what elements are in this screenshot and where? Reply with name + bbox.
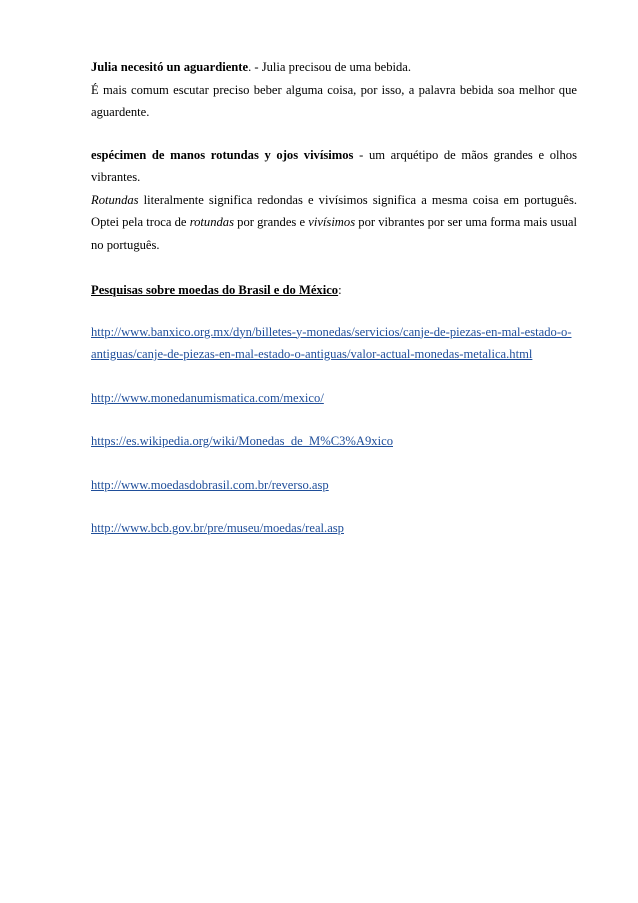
term-vivisimos: vivísimos bbox=[308, 215, 356, 229]
link-moedasdobrasil[interactable]: http://www.moedasdobrasil.com.br/reverso.asp bbox=[91, 477, 329, 492]
translation-note-1 bbox=[91, 56, 577, 79]
link-monedanumismatica[interactable]: http://www.monedanumismatica.com/mexico/ bbox=[91, 390, 324, 405]
spanish-phrase-2: espécimen de manos rotundas y ojos vivísimos bbox=[91, 147, 354, 162]
term-rotundas: Rotundas bbox=[91, 192, 139, 207]
explanation-2-text-1: literalmente significa redondas e vivísimos significa a mesma coisa em português. Optei pela troca de bbox=[91, 192, 577, 229]
research-heading bbox=[91, 279, 577, 302]
explanation-2 bbox=[91, 189, 577, 257]
translation-2: - um arquétipo de mãos grandes e olhos vibrantes. bbox=[91, 147, 577, 184]
research-heading-text: Pesquisas sobre moedas do Brasil e do México bbox=[91, 283, 339, 297]
term-rotundas-2: rotundas bbox=[189, 215, 235, 229]
link-wikipedia[interactable]: https://es.wikipedia.org/wiki/Monedas_de_M%C3%A9xico bbox=[91, 434, 393, 448]
research-heading-colon: : bbox=[338, 283, 342, 297]
translation-note-2 bbox=[91, 144, 577, 189]
explanation-1: É mais comum escutar preciso beber alguma coisa, por isso, a palavra bebida soa melhor que aguardente. bbox=[91, 82, 577, 119]
explanation-2-text-2: por grandes e bbox=[234, 215, 309, 229]
link-banxico[interactable]: http://www.banxico.org.mx/dyn/billetes-y-monedas/servicios/canje-de-piezas-en-mal-estado-o-antiguas/canje-de-piezas-en-mal-estado-o-antiguas/valor-actual-monedas-metalica.html bbox=[91, 324, 572, 361]
spanish-phrase-1: Julia necesitó un aguardiente bbox=[91, 60, 249, 74]
link-bcb[interactable]: http://www.bcb.gov.br/pre/museu/moedas/real.asp bbox=[91, 521, 344, 535]
document-content bbox=[91, 56, 577, 540]
explanation-2-text-3: por vibrantes por ser uma forma mais usual no português. bbox=[91, 215, 577, 252]
translation-1: . - Julia precisou de uma bebida. bbox=[248, 60, 412, 74]
